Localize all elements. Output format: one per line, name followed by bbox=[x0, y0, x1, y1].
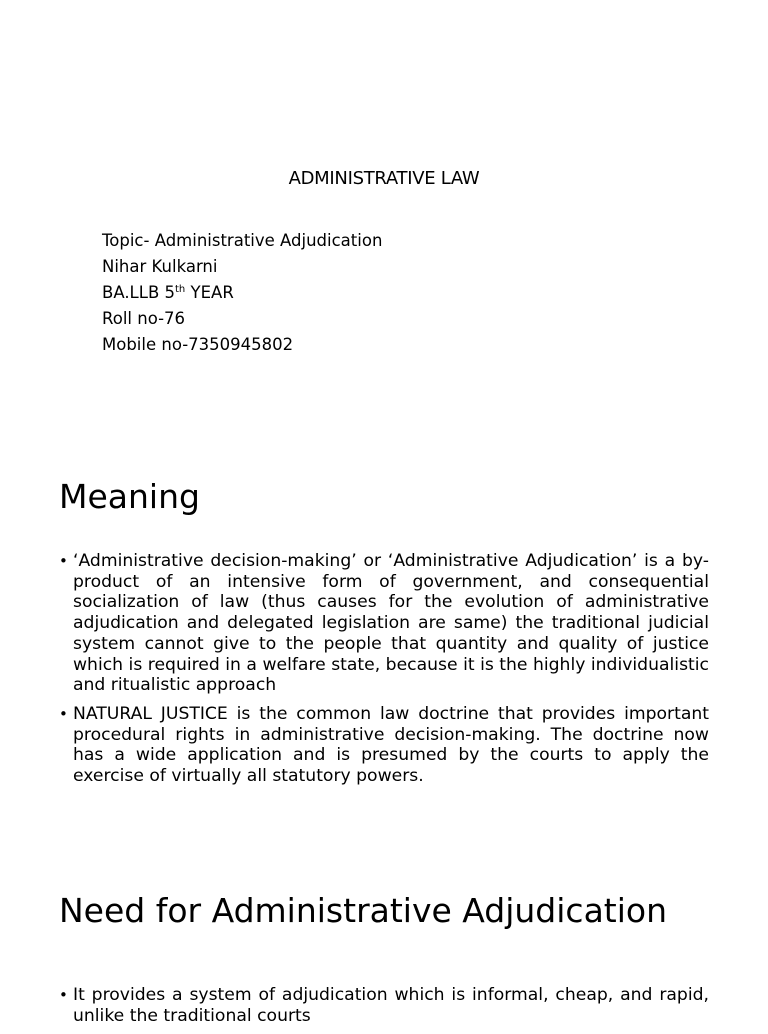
list-item bbox=[59, 704, 709, 787]
title-slide bbox=[0, 0, 768, 430]
year-line bbox=[102, 280, 382, 306]
author-name: Nihar Kulkarni bbox=[102, 257, 218, 276]
bullet-dot-icon: • bbox=[59, 986, 68, 1004]
author-info bbox=[102, 228, 382, 358]
mobile-number: Mobile no-7350945802 bbox=[102, 335, 294, 354]
year-superscript: th bbox=[175, 284, 186, 295]
topic-line: Topic- Administrative Adjudication bbox=[102, 231, 383, 250]
year-prefix: BA.LLB 5 bbox=[102, 283, 176, 302]
bullet-dot-icon: • bbox=[59, 704, 68, 723]
year-suffix: YEAR bbox=[185, 283, 234, 302]
list-item bbox=[59, 985, 709, 1026]
roll-number: Roll no-76 bbox=[102, 309, 186, 328]
list-item bbox=[59, 551, 709, 696]
meaning-bullet-text: ‘Administrative decision-making’ or ‘Administrative Adjudication’ is a by-product of an intensive form of government, and consequential socialization of law (thus causes for the evolution of administrative adjudication and delegated legislation are same) the traditional judicial system cannot give to the people that quantity and quality of justice which is required in a welfare state, because it is the highly individualistic and ritualistic approach bbox=[73, 551, 709, 696]
meaning-heading: Meaning bbox=[59, 477, 200, 516]
need-heading: Need for Administrative Adjudication bbox=[59, 891, 668, 930]
document-title: ADMINISTRATIVE LAW bbox=[288, 168, 480, 189]
meaning-bullet-text: NATURAL JUSTICE is the common law doctrine that provides important procedural rights in administrative decision-making. The doctrine now has a wide application and is presumed by the courts to apply the exercise of virtually all statutory powers. bbox=[73, 703, 709, 787]
need-bullet-text: It provides a system of adjudication which is informal, cheap, and rapid, unlike the traditional courts bbox=[73, 985, 709, 1026]
need-bullet-list bbox=[59, 985, 709, 1034]
bullet-dot-icon: • bbox=[59, 552, 68, 570]
meaning-bullet-list bbox=[59, 551, 709, 795]
